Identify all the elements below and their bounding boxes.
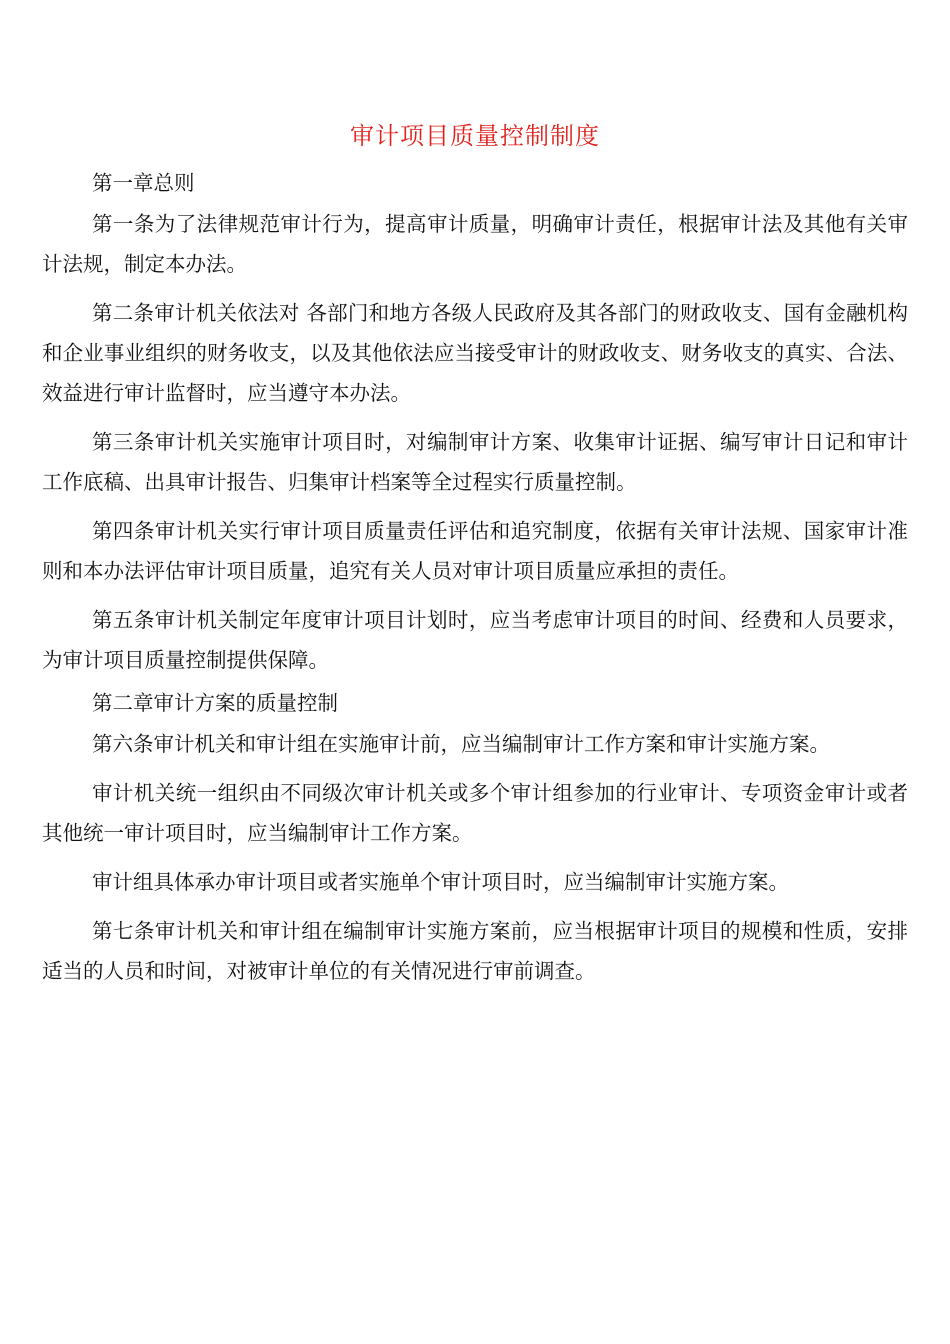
article-paragraph: 第六条审计机关和审计组在实施审计前，应当编制审计工作方案和审计实施方案。: [92, 732, 830, 756]
document-body: [42, 162, 908, 1000]
article-paragraph: 审计组具体承办审计项目或者实施单个审计项目时，应当编制审计实施方案。: [92, 870, 789, 894]
article-paragraph: 第一条为了法律规范审计行为，提高审计质量，明确审计责任，根据审计法及其他有关审计法规，制定本办法。: [42, 212, 908, 276]
article-paragraph: 第四条审计机关实行审计项目质量责任评估和追究制度，依据有关审计法规、国家审计准则和本办法评估审计项目质量，追究有关人员对审计项目质量应承担的责任。: [42, 519, 908, 583]
chapter-heading: 第二章审计方案的质量控制: [92, 691, 338, 715]
article-paragraph: 第三条审计机关实施审计项目时，对编制审计方案、收集审计证据、编写审计日记和审计工作底稿、出具审计报告、归集审计档案等全过程实行质量控制。: [42, 430, 908, 494]
document-title: 审计项目质量控制制度: [350, 122, 600, 150]
chapter-heading: 第一章总则: [92, 171, 195, 195]
article-paragraph: 审计机关统一组织由不同级次审计机关或多个审计组参加的行业审计、专项资金审计或者其他统一审计项目时，应当编制审计工作方案。: [42, 781, 908, 845]
article-paragraph: 第七条审计机关和审计组在编制审计实施方案前，应当根据审计项目的规模和性质，安排适当的人员和时间，对被审计单位的有关情况进行审前调查。: [42, 919, 908, 983]
article-paragraph: 第五条审计机关制定年度审计项目计划时，应当考虑审计项目的时间、经费和人员要求，为审计项目质量控制提供保障。: [42, 608, 908, 672]
article-paragraph: 第二条审计机关依法对 各部门和地方各级人民政府及其各部门的财政收支、国有金融机构和企业事业组织的财务收支，以及其他依法应当接受审计的财政收支、财务收支的真实、合法、效益进行审计监督时，应当遵守本办法。: [42, 301, 908, 405]
